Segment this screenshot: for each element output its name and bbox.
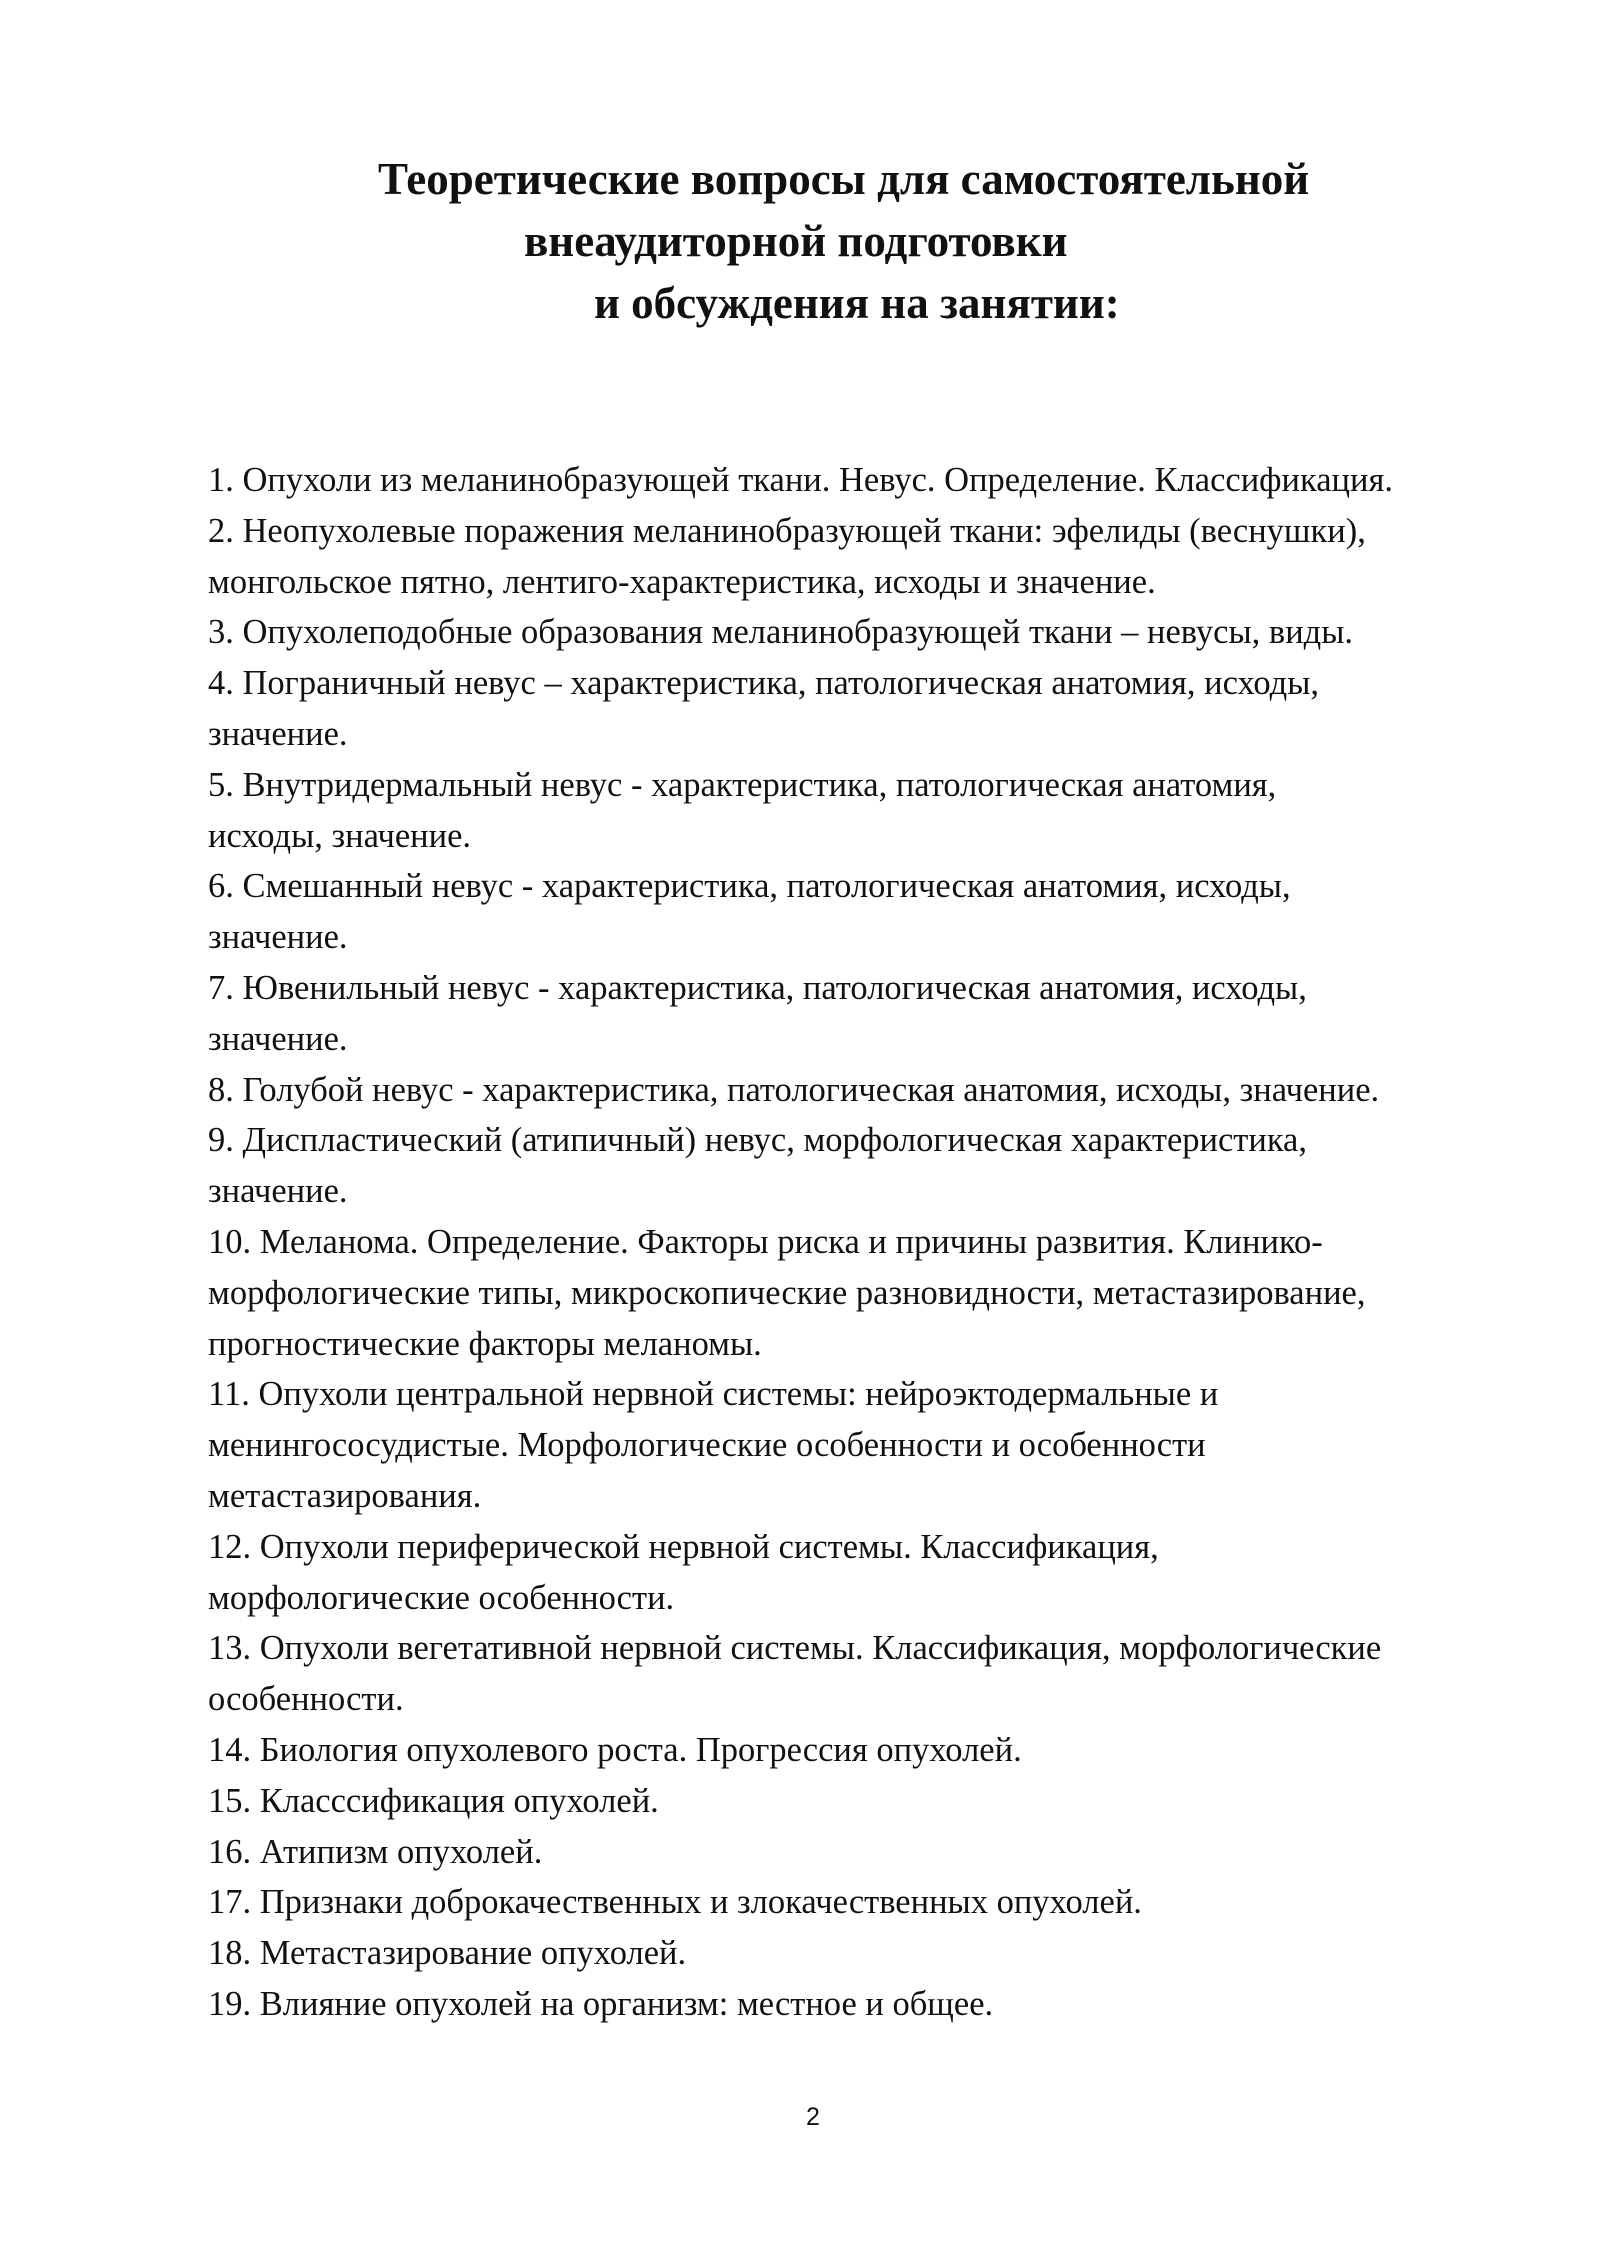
question-line: 12. Опухоли периферической нервной системы. Классификация, (208, 1527, 1159, 1566)
question-line: 15. Класссификация опухолей. (208, 1781, 659, 1820)
question-line: метастазирования. (208, 1476, 482, 1515)
question-line: особенности. (208, 1680, 404, 1719)
question-item (208, 607, 1528, 658)
question-line: значение. (208, 1019, 348, 1058)
question-line: 7. Ювенильный невус - характеристика, патологическая анатомия, исходы, (208, 968, 1307, 1007)
question-line: 10. Меланома. Определение. Факторы риска и причины развития. Клинико- (208, 1222, 1323, 1261)
question-line: 9. Диспластический (атипичный) невус, морфологическая характеристика, (208, 1121, 1307, 1160)
question-item (208, 1776, 1528, 1827)
question-item (208, 963, 1528, 1065)
question-line: 19. Влияние опухолей на организм: местное и общее. (208, 1984, 994, 2023)
question-line: 1. Опухоли из меланинобразующей ткани. Невус. Определение. Классификация. (208, 461, 1393, 499)
question-item (208, 658, 1528, 760)
title-line: и обсуждения на занятии: (594, 278, 1120, 328)
question-item (208, 1217, 1528, 1369)
question-item (208, 1623, 1528, 1725)
question-line: 13. Опухоли вегетативной нервной системы. Классификация, морфологические (208, 1629, 1382, 1668)
question-item (208, 1877, 1528, 1928)
question-line: морфологические типы, микроскопические разновидности, метастазирование, (208, 1273, 1366, 1312)
question-line: значение. (208, 1172, 348, 1211)
question-item (208, 1827, 1528, 1878)
page-title (0, 148, 1600, 334)
question-line: 2. Неопухолевые поражения меланинобразующей ткани: эфелиды (веснушки), (208, 511, 1366, 550)
question-line: менингососудистые. Морфологические особенности и особенности (208, 1426, 1206, 1465)
question-line: 8. Голубой невус - характеристика, патологическая анатомия, исходы, значение. (208, 1070, 1380, 1109)
question-item (208, 760, 1528, 862)
question-line: прогностические факторы меланомы. (208, 1324, 762, 1363)
question-line: 17. Признаки доброкачественных и злокачественных опухолей. (208, 1883, 1142, 1922)
question-item (208, 1725, 1528, 1776)
question-line: 11. Опухоли центральной нервной системы: нейроэктодермальные и (208, 1375, 1219, 1414)
title-line: Теоретические вопросы для самостоятельной (378, 154, 1310, 204)
question-item (208, 455, 1528, 506)
question-item (208, 861, 1528, 963)
question-line: значение. (208, 714, 348, 753)
question-item (208, 506, 1528, 608)
title-line: внеаудиторной подготовки (524, 216, 1068, 266)
question-line: монгольское пятно, лентиго-характеристика, исходы и значение. (208, 562, 1156, 601)
question-line: 3. Опухолеподобные образования меланинобразующей ткани – невусы, виды. (208, 613, 1354, 652)
question-item (208, 1522, 1528, 1624)
page-number: 2 (806, 2103, 820, 2131)
question-item (208, 1369, 1528, 1521)
question-item (208, 1928, 1528, 1979)
question-item (208, 1065, 1528, 1116)
question-line: исходы, значение. (208, 816, 472, 855)
question-line: значение. (208, 918, 348, 957)
question-line: 5. Внутридермальный невус - характеристика, патологическая анатомия, (208, 765, 1277, 804)
questions-list (208, 455, 1528, 2030)
question-line: морфологические особенности. (208, 1578, 675, 1617)
question-line: 16. Атипизм опухолей. (208, 1832, 543, 1871)
question-line: 18. Метастазирование опухолей. (208, 1934, 687, 1973)
question-line: 4. Пограничный невус – характеристика, патологическая анатомия, исходы, (208, 664, 1320, 703)
question-line: 6. Смешанный невус - характеристика, патологическая анатомия, исходы, (208, 867, 1291, 906)
question-item (208, 1115, 1528, 1217)
question-item (208, 1979, 1528, 2030)
question-line: 14. Биология опухолевого роста. Прогрессия опухолей. (208, 1730, 1022, 1769)
